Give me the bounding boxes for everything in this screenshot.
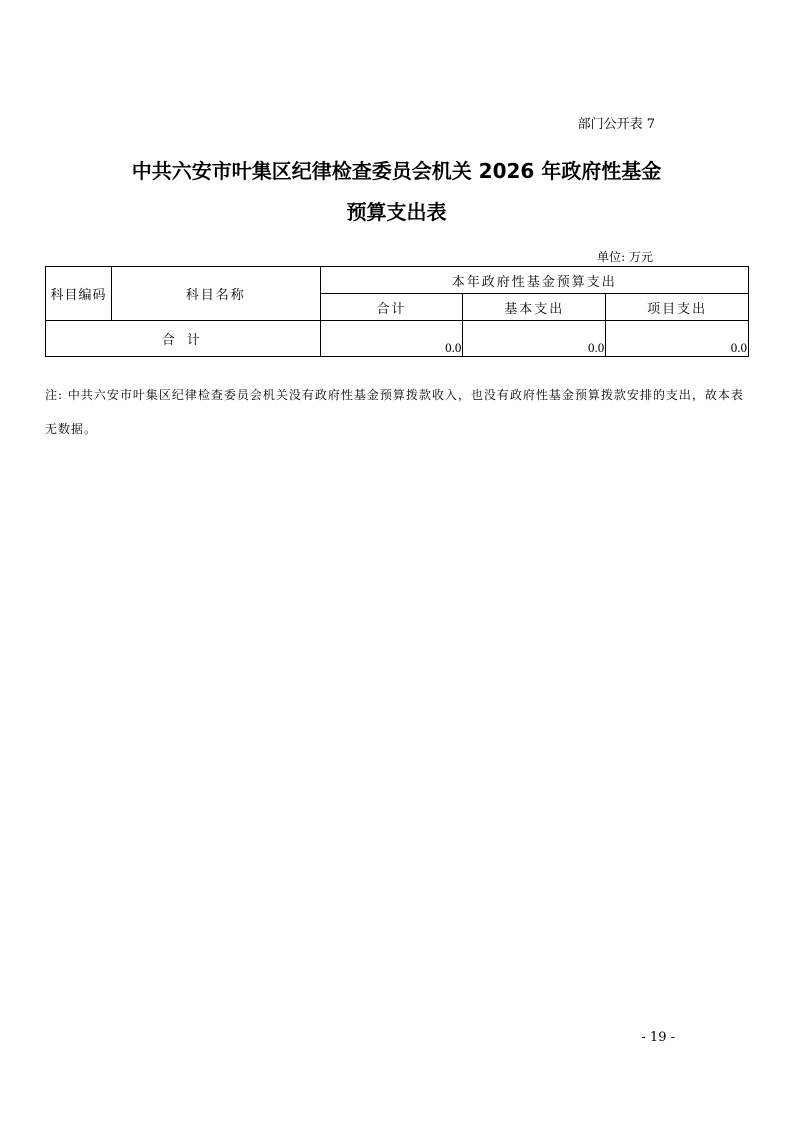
page-number: - 19 - xyxy=(641,1030,675,1045)
header-group: 本年政府性基金预算支出 xyxy=(320,267,748,294)
project-value: 0.0 xyxy=(606,321,749,357)
page-title-line2: 预算支出表 xyxy=(346,200,447,224)
header-basic: 基本支出 xyxy=(463,294,606,321)
note-text: 注: 中共六安市叶集区纪律检查委员会机关没有政府性基金预算拨款收入，也没有政府性基金预算拨款安排的支出，故本表无数据。 xyxy=(45,388,744,436)
basic-value: 0.0 xyxy=(463,321,606,357)
header-total: 合计 xyxy=(320,294,463,321)
total-label: 合 计 xyxy=(46,321,321,357)
table-row-total xyxy=(46,321,749,357)
header-subject-code: 科目编码 xyxy=(46,267,112,321)
page-title: 中共六安市叶集区纪律检查委员会机关 2026 年政府性基金 xyxy=(131,159,662,183)
table-header-row xyxy=(46,267,749,294)
budget-table xyxy=(45,266,749,357)
form-number: 部门公开表 7 xyxy=(577,117,655,132)
total-value: 0.0 xyxy=(320,321,463,357)
header-subject-name: 科目名称 xyxy=(111,267,320,321)
header-project: 项目支出 xyxy=(606,294,749,321)
unit-label: 单位: 万元 xyxy=(597,250,653,264)
